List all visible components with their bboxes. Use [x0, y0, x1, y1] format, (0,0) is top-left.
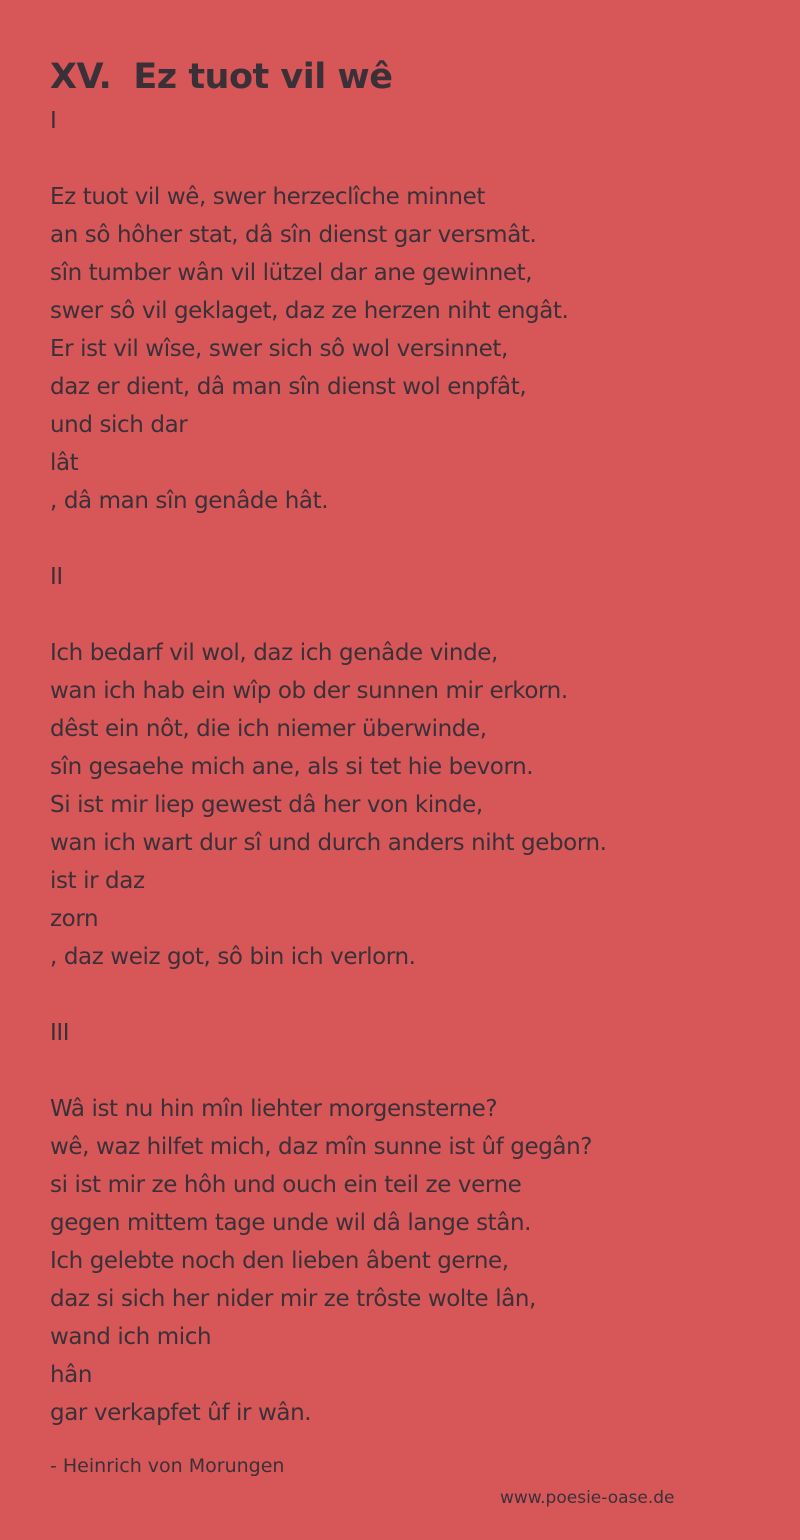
- stanza-2: [50, 558, 760, 1014]
- verse-line: und sich dar: [50, 412, 188, 438]
- stanza-3: [50, 1014, 760, 1432]
- stanza-label: II: [50, 564, 63, 590]
- poem-title-text: Ez tuot vil wê: [133, 57, 393, 97]
- stanza-label: III: [50, 1020, 70, 1046]
- verse-line: Si ist mir liep gewest dâ her von kinde,: [50, 792, 483, 818]
- verse-line: , dâ man sîn genâde hât.: [50, 488, 329, 514]
- verse-line: sîn tumber wân vil lützel dar ane gewinnet,: [50, 260, 533, 286]
- website-link[interactable]: www.poesie-oase.de: [500, 1488, 675, 1508]
- verse-line: lât: [50, 450, 79, 476]
- verse-line: sîn gesaehe mich ane, als si tet hie bevorn.: [50, 754, 534, 780]
- verse-line: hân: [50, 1362, 93, 1388]
- poem-page: [50, 52, 760, 1478]
- verse-line: Wâ ist nu hin mîn liehter morgensterne?: [50, 1096, 498, 1122]
- verse-line: zorn: [50, 906, 99, 932]
- verse-line: ist ir daz: [50, 868, 145, 894]
- verse-line: wê, waz hilfet mich, daz mîn sunne ist ûf gegân?: [50, 1134, 593, 1160]
- author-credit: - Heinrich von Morungen: [50, 1455, 285, 1477]
- verse-line: si ist mir ze hôh und ouch ein teil ze verne: [50, 1172, 522, 1198]
- verse-line: an sô hôher stat, dâ sîn dienst gar versmât.: [50, 222, 537, 248]
- verse-line: Ez tuot vil wê, swer herzeclîche minnet: [50, 184, 485, 210]
- verse-line: , daz weiz got, sô bin ich verlorn.: [50, 944, 416, 970]
- verse-line: wan ich wart dur sî und durch anders niht geborn.: [50, 830, 607, 856]
- verse-line: Ich gelebte noch den lieben âbent gerne,: [50, 1248, 509, 1274]
- stanza-label: I: [50, 108, 57, 134]
- verse-line: gar verkapfet ûf ir wân.: [50, 1400, 312, 1426]
- poem-title: [50, 52, 760, 102]
- verse-line: wan ich hab ein wîp ob der sunnen mir erkorn.: [50, 678, 568, 704]
- stanza-1: [50, 102, 760, 558]
- verse-line: daz si sich her nider mir ze trôste wolte lân,: [50, 1286, 536, 1312]
- verse-line: gegen mittem tage unde wil dâ lange stân.: [50, 1210, 532, 1236]
- verse-line: Er ist vil wîse, swer sich sô wol versinnet,: [50, 336, 508, 362]
- poem-number: XV.: [50, 57, 112, 97]
- verse-line: wand ich mich: [50, 1324, 212, 1350]
- verse-line: daz er dient, dâ man sîn dienst wol enpfât,: [50, 374, 527, 400]
- verse-line: dêst ein nôt, die ich niemer überwinde,: [50, 716, 487, 742]
- verse-line: Ich bedarf vil wol, daz ich genâde vinde,: [50, 640, 498, 666]
- verse-line: swer sô vil geklaget, daz ze herzen niht engât.: [50, 298, 569, 324]
